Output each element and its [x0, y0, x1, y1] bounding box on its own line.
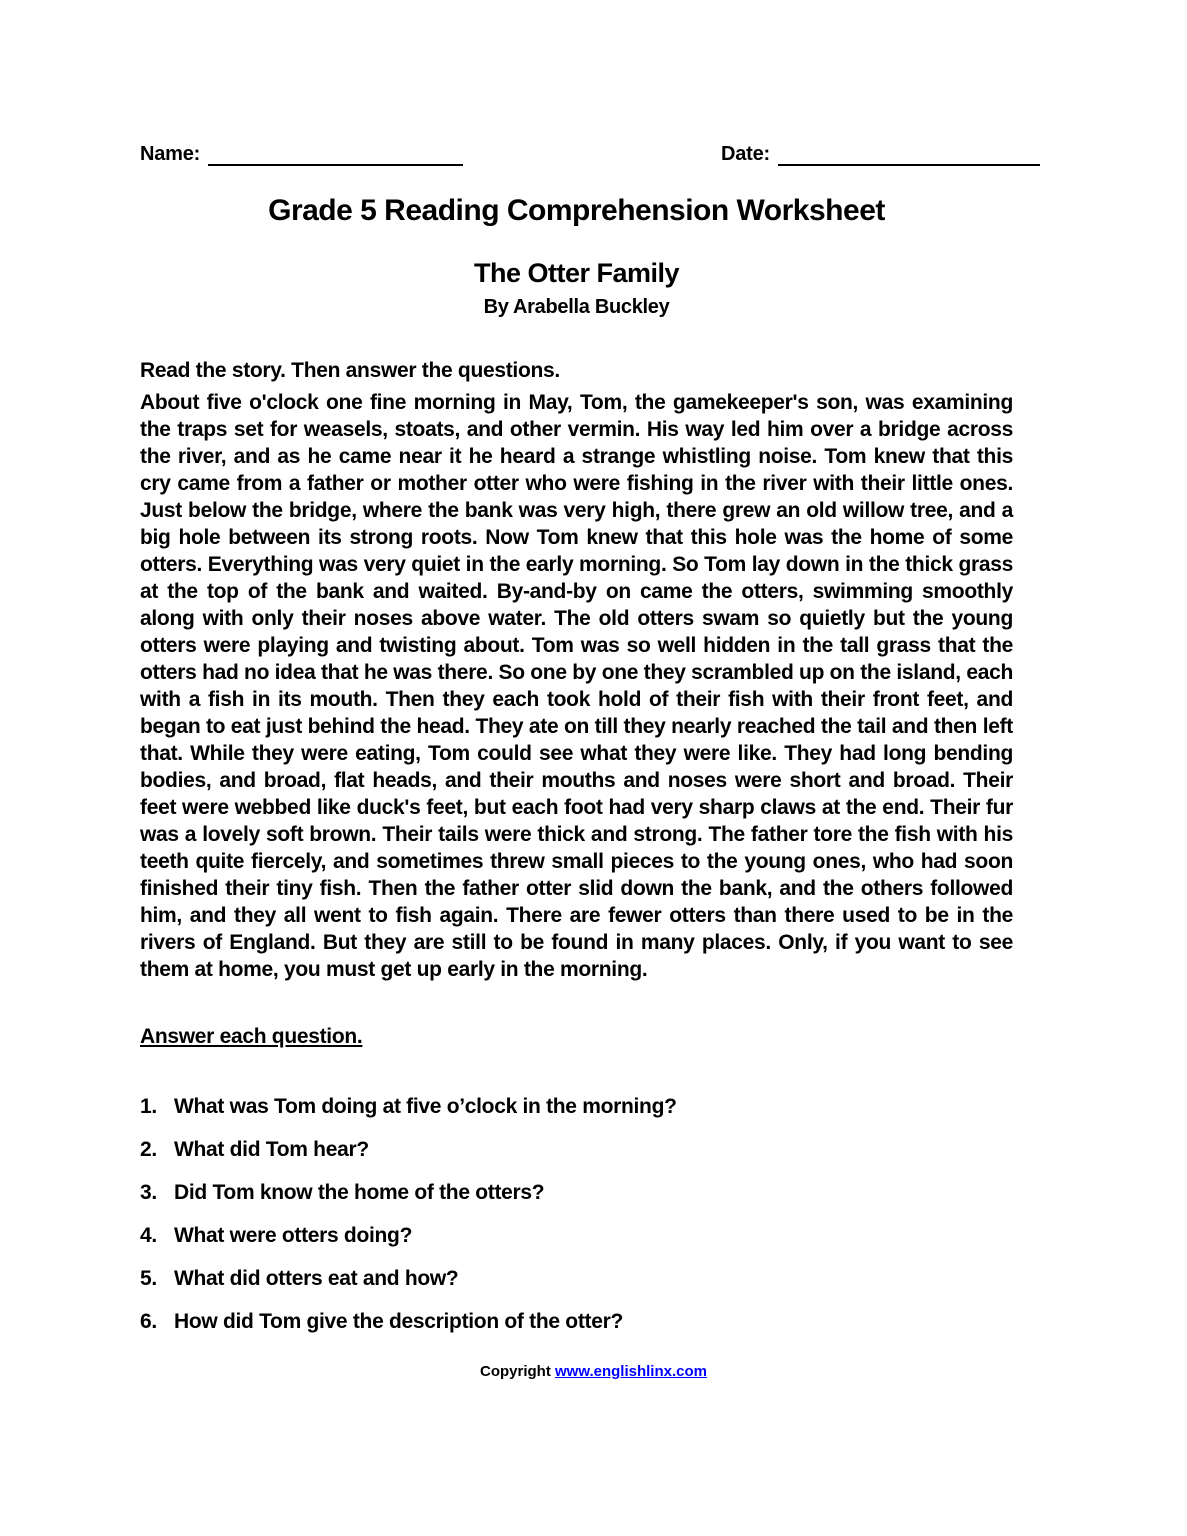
story-byline: By Arabella Buckley: [483, 296, 670, 318]
question-item-6: [140, 1310, 1013, 1334]
question-number: 3.: [140, 1181, 157, 1204]
question-item-2: [140, 1138, 1013, 1162]
question-text: What were otters doing?: [174, 1224, 413, 1247]
name-field: [140, 143, 463, 166]
header-row: [140, 143, 1013, 166]
date-label: Date:: [720, 143, 770, 165]
worksheet-content: [140, 0, 1013, 1353]
name-blank-line: [208, 144, 463, 166]
name-label: Name:: [140, 143, 201, 165]
question-number: 6.: [140, 1310, 157, 1333]
question-item-5: [140, 1267, 1013, 1291]
question-item-1: [140, 1095, 1013, 1119]
englishlinx-link[interactable]: www.englishlinx.com: [555, 1363, 707, 1380]
questions-list: [140, 1095, 1013, 1334]
question-number: 1.: [140, 1095, 157, 1118]
question-number: 5.: [140, 1267, 157, 1290]
question-text: What did otters eat and how?: [174, 1267, 459, 1290]
questions-heading: Answer each question.: [140, 1025, 363, 1048]
question-text: What did Tom hear?: [174, 1138, 369, 1161]
story-instructions: Read the story. Then answer the questions.: [140, 359, 560, 382]
question-text: What was Tom doing at five o’clock in the morning?: [174, 1095, 677, 1118]
question-item-3: [140, 1181, 1013, 1205]
date-blank-line: [778, 144, 1040, 166]
question-text: How did Tom give the description of the otter?: [174, 1310, 623, 1333]
story-title: The Otter Family: [473, 258, 680, 288]
copyright-footer: [0, 1363, 1187, 1380]
question-item-4: [140, 1224, 1013, 1248]
copyright-label: Copyright: [480, 1363, 551, 1380]
story-text: About five o'clock one fine morning in May, Tom, the gamekeeper's son, was examining the traps set for weasels, stoats, and other vermin. His way led him over a bridge across the river, and as he came near it he heard a strange whistling noise. Tom knew that this cry came from a father or mother otter who were fishing in the river with their little ones. Just below the bridge, where the bank was very high, there grew an old willow tree, and a big hole between its strong roots. Now Tom knew that this hole was the home of some otters. Everything was very quiet in the early morning. So Tom lay down in the thick grass at the top of the bank and waited. By-and-by on came the otters, swimming smoothly along with only their noses above water. The old otters swam so quietly but the young otters were playing and twisting about. Tom was so well hidden in the tall grass that the otters had no idea that he was there. So one by one they scrambled up on the island, each with a fish in its mouth. Then they each took hold of their fish with their front feet, and began to eat just behind the head. They ate on till they nearly reached the tail and then left that. While they were eating, Tom could see what they were like. They had long bending bodies, and broad, flat heads, and their mouths and noses were short and broad. Their feet were webbed like duck's feet, but each foot had very sharp claws at the end. Their fur was a lovely soft brown. Their tails were thick and strong. The father tore the fish with his teeth quite fiercely, and sometimes threw small pieces to the young ones, who had soon finished their tiny fish. Then the father otter slid down the bank, and the others followed him, and they all went to fish again. There are fewer otters than there used to be in the rivers of England. But they are still to be found in many places. Only, if you want to see them at home, you must get up early in the morning.: [140, 391, 1013, 981]
question-number: 4.: [140, 1224, 157, 1247]
worksheet-title: Grade 5 Reading Comprehension Worksheet: [268, 194, 885, 227]
question-number: 2.: [140, 1138, 157, 1161]
question-text: Did Tom know the home of the otters?: [174, 1181, 545, 1204]
date-field: [721, 143, 1040, 166]
